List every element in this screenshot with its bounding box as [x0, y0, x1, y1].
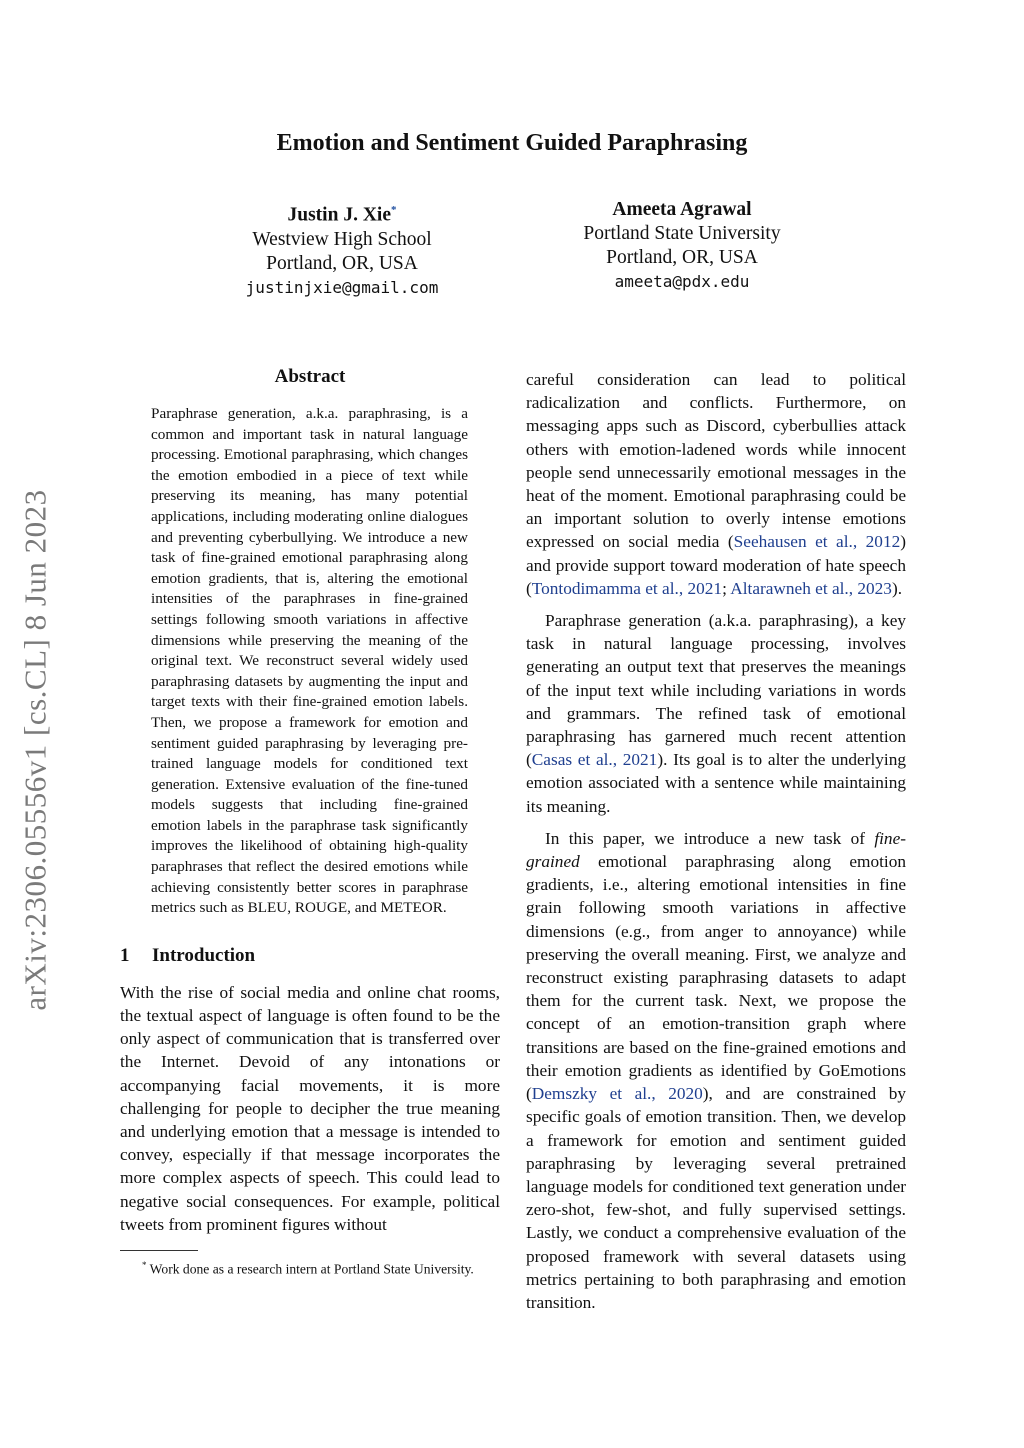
- footnote-mark[interactable]: *: [390, 204, 397, 216]
- citation-link[interactable]: Altarawneh et al., 2023: [730, 578, 892, 598]
- right-column: [526, 368, 906, 1323]
- paper-title: Emotion and Sentiment Guided Paraphrasing: [276, 130, 748, 156]
- footnote-text: Work done as a research intern at Portland State University.: [149, 1261, 474, 1277]
- intro-paragraph-1-continued: careful consideration can lead to political radicalization and conflicts. Furthermore, on messaging apps such as Discord, cyberbullies attack others with emotion-ladened words while innocent people send unnecessarily emotional messages in the heat of the moment. Emotional paraphrasing could be an important solution to overly intense emotions expressed on social media (Seehausen et al., 2012) and provide support toward moderation of hate speech (Tontodimamma et al., 2021; Altarawneh et al., 2023).: [526, 370, 906, 598]
- abstract-heading: Abstract: [274, 366, 346, 387]
- intro-paragraph-3: In this paper, we introduce a new task of fine-grained emotional paraphrasing along emotion gradients, i.e., altering emotional intensities in fine grain following smooth variations in affective dimensions (e.g., from anger to annoyance) while preserving the overall meaning. First, we analyze and reconstruct existing paraphrasing datasets to adapt them for the current task. Next, we propose the concept of an emotion-transition graph where transitions are based on the fine-grained emotions and their emotion gradients as identified by GoEmotions (Demszky et al., 2020), and are constrained by specific goals of emotion transition. Then, we develop a framework for emotion and sentiment guided paraphrasing by leveraging several pretrained language models for conditioned text generation under zero-shot, few-shot, and fully supervised settings. Lastly, we conduct a comprehensive evaluation of the proposed framework with several datasets using metrics pertaining to both paraphrasing and emotion transition.: [526, 828, 906, 1312]
- author-location: Portland, OR, USA: [606, 247, 758, 268]
- citation-link[interactable]: Seehausen et al., 2012: [733, 532, 901, 552]
- section-number: 1: [120, 944, 130, 966]
- author-name: Ameeta Agrawal: [612, 199, 752, 220]
- footnote: [120, 1257, 500, 1278]
- citation-link[interactable]: Casas et al., 2021: [531, 750, 658, 770]
- arxiv-watermark: [14, 460, 58, 1040]
- arxiv-id: arXiv:2306.05556v1 [cs.CL] 8 Jun 2023: [18, 489, 53, 1011]
- abstract-text: Paraphrase generation, a.k.a. paraphrasing, is a common and important task in natural language processing. Emotional paraphrasing, which changes the emotion embodied in a piece of text while preserving its meaning, has many potential applications, including moderating online dialogues and preventing cyberbullying. We introduce a new task of fine-grained emotional paraphrasing along emotion gradients, that is, altering the emotional intensities of the paraphrases in fine-grained settings following smooth variations in affective dimensions while preserving the meaning of the original text. We reconstruct several widely used paraphrasing datasets by augmenting the input and target texts with their fine-grained emotion labels. Then, we propose a framework for emotion and sentiment guided paraphrasing by leveraging pre-trained language models for conditioned text generation. Extensive evaluation of the fine-tuned models suggests that including fine-grained emotion labels in the paraphrase task significantly improves the likelihood of obtaining high-quality paraphrases that reflect the desired emotions while achieving consistently better scores in paraphrase metrics such as BLEU, ROUGE, and METEOR.: [151, 405, 468, 917]
- emphasis-text: fine-grained: [526, 828, 906, 872]
- author-location: Portland, OR, USA: [266, 252, 418, 274]
- citation-link[interactable]: Demszky et al., 2020: [531, 1084, 703, 1104]
- footnote-rule: [120, 1250, 198, 1251]
- author-email[interactable]: ameeta@pdx.edu: [614, 272, 750, 291]
- author-name: Justin J. Xie*: [287, 204, 397, 226]
- citation-link[interactable]: Tontodimamma et al., 2021: [531, 578, 723, 598]
- section-title: Introduction: [152, 944, 256, 966]
- left-column: [120, 366, 500, 1278]
- author-email[interactable]: justinjxie@gmail.com: [245, 277, 439, 297]
- author-affiliation: Westview High School: [252, 228, 432, 250]
- section-heading-introduction: [120, 945, 500, 967]
- author-affiliation: Portland State University: [583, 223, 781, 244]
- intro-paragraph-2: Paraphrase generation (a.k.a. paraphrasing), a key task in natural language processing, involves generating an output text that preserves the meanings of the input text while including variations in words and grammars. The refined task of emotional paraphrasing has garnered much recent attention (Casas et al., 2021). Its goal is to alter the underlying emotion associated with a sentence while maintaining its meaning.: [526, 611, 906, 816]
- author-block-2: [532, 198, 832, 294]
- intro-paragraph-1: With the rise of social media and online chat rooms, the textual aspect of language is often found to be the only aspect of communication that is transferred over the Internet. Devoid of any intonations or accompanying facial movements, it is more challenging for people to decipher the true meaning and underlying emotion that a message is intended to convey, especially if that message incorporates the more complex aspects of speech. This could lead to negative social consequences. For example, political tweets from prominent figures without: [120, 982, 500, 1234]
- footnote-mark: *: [142, 1260, 147, 1271]
- author-block-1: [192, 198, 492, 300]
